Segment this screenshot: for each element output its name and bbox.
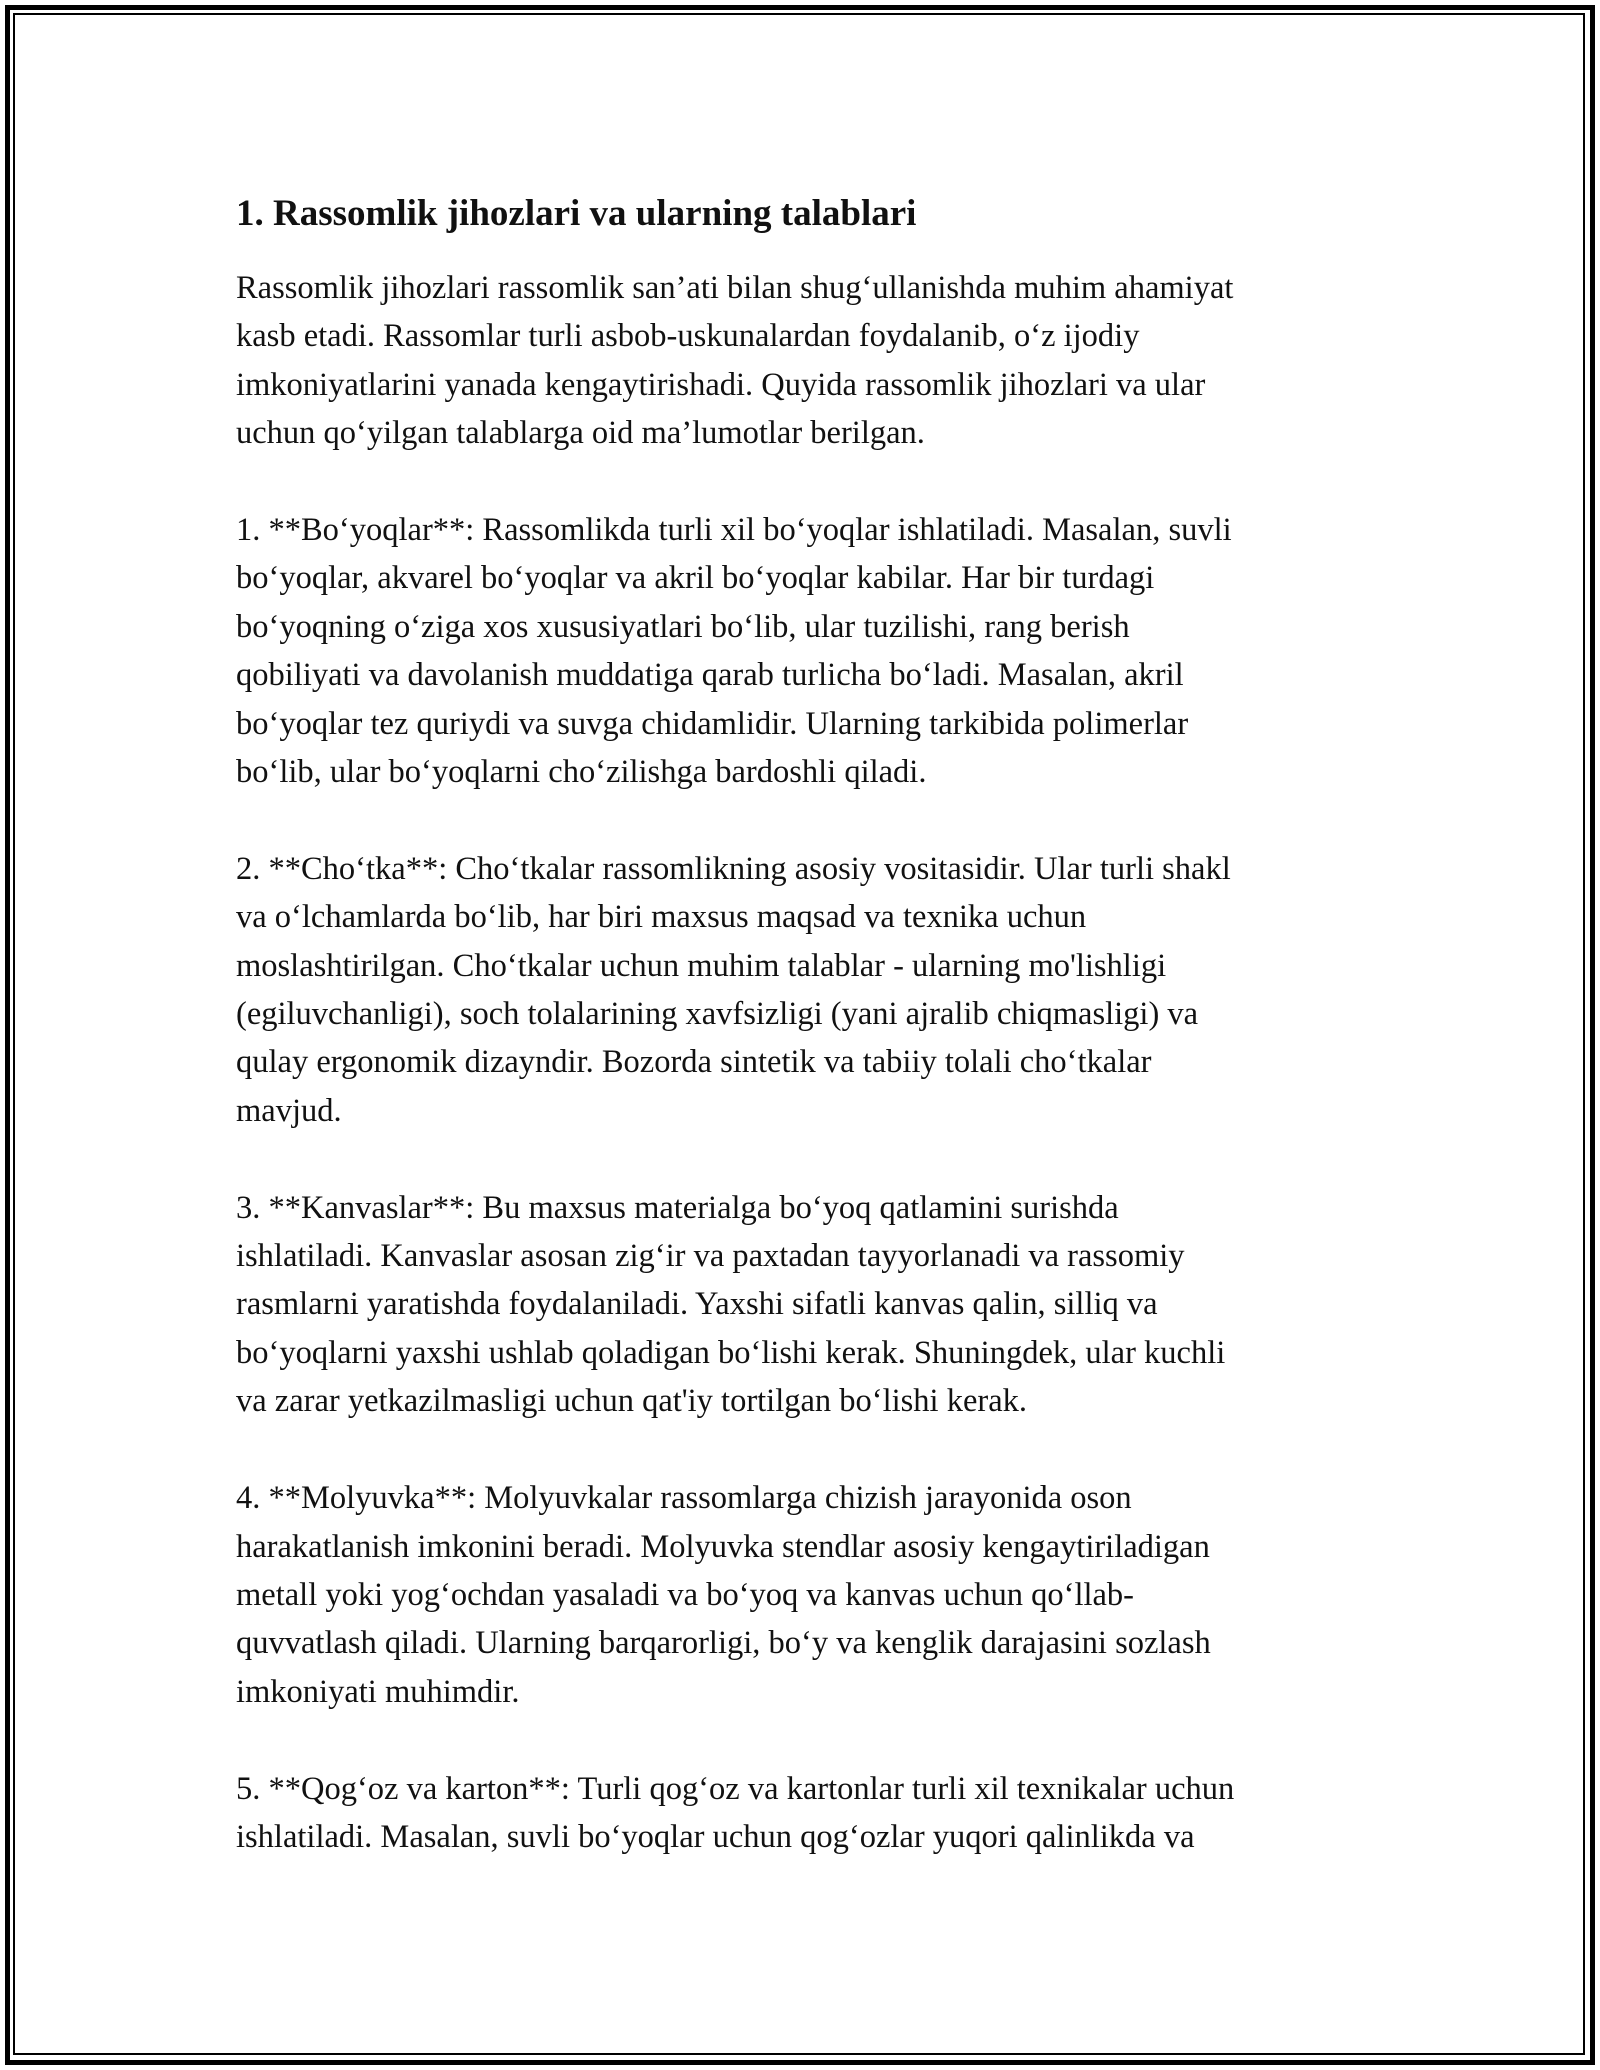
text-line: imkoniyatlarini yanada kengaytirishadi. Quyida rassomlik jihozlari va ular [236,366,1206,403]
text-line: uchun qo‘yilgan talablarga oid ma’lumotlar berilgan. [236,415,925,452]
paragraph-intro [236,264,1396,458]
document-body [236,190,1396,1910]
text-line: moslashtirilgan. Cho‘tkalar uchun muhim talablar - ularning mo'lishligi [236,947,1167,984]
text-line: bo‘yoqlarni yaxshi ushlab qoladigan bo‘lishi kerak. Shuningdek, ular kuchli [236,1334,1226,1371]
text-line: 5. **Qog‘oz va karton**: Turli qog‘oz va kartonlar turli xil texnikalar uchun [236,1770,1235,1807]
paragraph-qogoz [236,1765,1396,1862]
text-line: (egiluvchanligi), soch tolalarining xavfsizligi (yani ajralib chiqmasligi) va [236,996,1199,1033]
text-line: va o‘lchamlarda bo‘lib, har biri maxsus maqsad va texnika uchun [236,899,1087,936]
text-line: kasb etadi. Rassomlar turli asbob-uskunalardan foydalanib, o‘z ijodiy [236,318,1140,355]
text-line: va zarar yetkazilmasligi uchun qat'iy tortilgan bo‘lishi kerak. [236,1383,1028,1420]
text-line: bo‘yoqlar, akvarel bo‘yoqlar va akril bo‘yoqlar kabilar. Har bir turdagi [236,560,1155,597]
text-line: ishlatiladi. Masalan, suvli bo‘yoqlar uchun qog‘ozlar yuqori qalinlikda va [236,1818,1195,1855]
text-line: qulay ergonomik dizayndir. Bozorda sintetik va tabiiy tolali cho‘tkalar [236,1044,1152,1081]
paragraph-chotka [236,845,1396,1135]
text-line: bo‘lib, ular bo‘yoqlarni cho‘zilishga bardoshli qiladi. [236,754,927,791]
text-line: mavjud. [236,1092,342,1129]
text-line: quvvatlash qiladi. Ularning barqarorligi, bo‘y va kenglik darajasini sozlash [236,1625,1211,1662]
text-line: bo‘yoqlar tez quriydi va suvga chidamlidir. Ularning tarkibida polimerlar [236,705,1189,742]
document-title: 1. Rassomlik jihozlari va ularning talablari [236,193,917,234]
text-line: bo‘yoqning o‘ziga xos xususiyatlari bo‘lib, ular tuzilishi, rang berish [236,608,1130,645]
text-line: imkoniyati muhimdir. [236,1673,520,1710]
text-line: 4. **Molyuvka**: Molyuvkalar rassomlarga chizish jarayonida oson [236,1480,1132,1517]
text-line: rasmlarni yaratishda foydalaniladi. Yaxshi sifatli kanvas qalin, silliq va [236,1286,1158,1323]
paragraph-boyoqlar [236,506,1396,796]
paragraph-kanvaslar [236,1184,1396,1426]
text-line: qobiliyati va davolanish muddatiga qarab turlicha bo‘ladi. Masalan, akril [236,657,1184,694]
text-line: 1. **Bo‘yoqlar**: Rassomlikda turli xil bo‘yoqlar ishlatiladi. Masalan, suvli [236,512,1232,549]
text-line: harakatlanish imkonini beradi. Molyuvka stendlar asosiy kengaytiriladigan [236,1528,1210,1565]
text-line: ishlatiladi. Kanvaslar asosan zig‘ir va paxtadan tayyorlanadi va rassomiy [236,1238,1185,1275]
text-line: 3. **Kanvaslar**: Bu maxsus materialga bo‘yoq qatlamini surishda [236,1189,1119,1226]
text-line: 2. **Cho‘tka**: Cho‘tkalar rassomlikning asosiy vositasidir. Ular turli shakl [236,850,1231,887]
text-line: Rassomlik jihozlari rassomlik san’ati bilan shug‘ullanishda muhim ahamiyat [236,270,1234,306]
text-line: metall yoki yog‘ochdan yasaladi va bo‘yoq va kanvas uchun qo‘llab- [236,1576,1135,1613]
paragraph-molyuvka [236,1474,1396,1716]
